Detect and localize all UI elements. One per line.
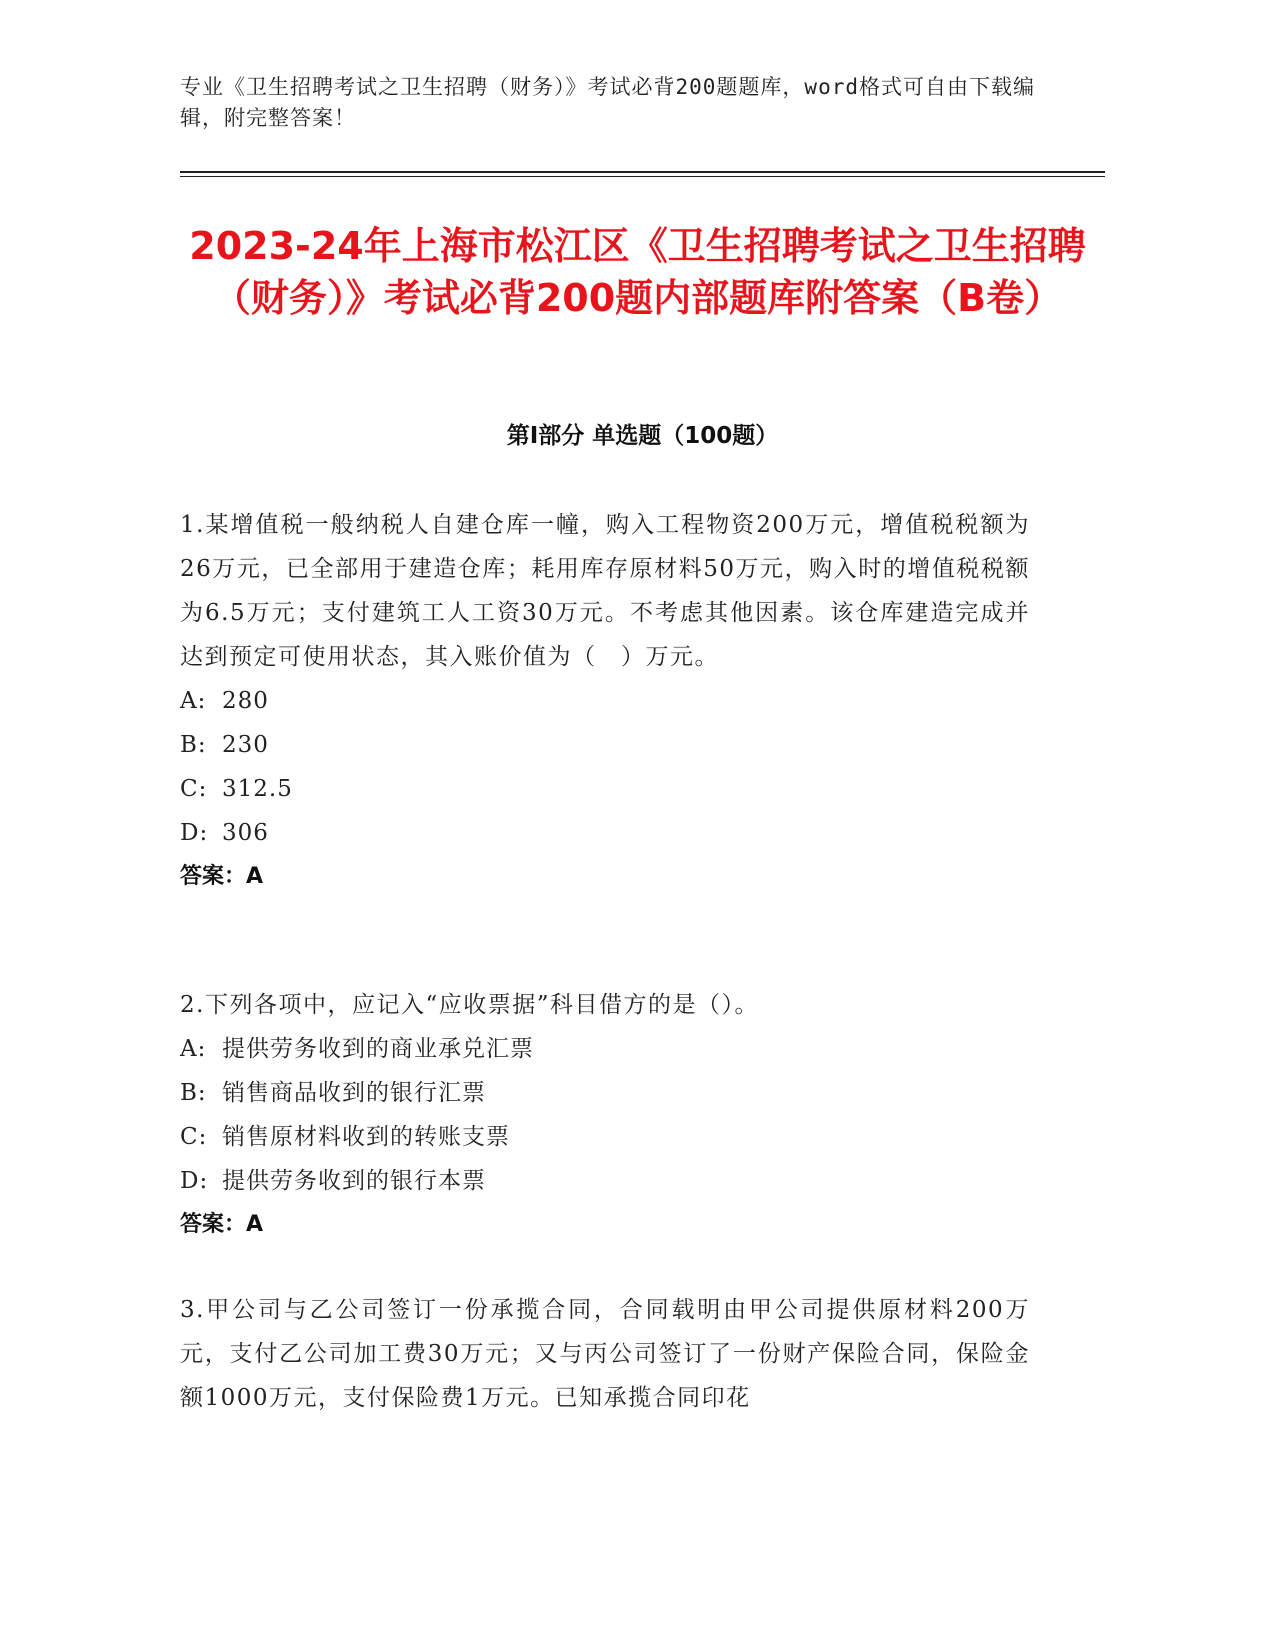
option-text: 提供劳务收到的银行本票 — [222, 1168, 486, 1194]
option-c — [180, 767, 1030, 811]
option-text: 306 — [222, 820, 269, 846]
question-stem: 2.下列各项中，应记入“应收票据”科目借方的是（）。 — [180, 992, 759, 1018]
question-stem: 1.某增值税一般纳税人自建仓库一幢，购入工程物资200万元，增值税税额为26万元，已全部用于建造仓库；耗用库存原材料50万元，购入时的增值税税额为6.5万元；支付建筑工人工资30万元。不考虑其他因素。该仓库建造完成并达到预定可使用状态，其入账价值为（ ）万元。 — [180, 512, 1030, 670]
option-key: B: — [180, 1080, 207, 1106]
question-2 — [180, 983, 1030, 1247]
option-c — [180, 1115, 1030, 1159]
header-note: 专业《卫生招聘考试之卫生招聘（财务）》考试必背200题题库，word格式可自由下载编辑，附完整答案！ — [180, 75, 1035, 130]
option-key: C: — [180, 776, 208, 802]
option-text: 销售原材料收到的转账支票 — [222, 1124, 510, 1150]
question-3 — [180, 1288, 1030, 1420]
section-heading: 第Ⅰ部分 单选题（100题） — [506, 423, 779, 449]
option-text: 230 — [222, 732, 269, 758]
header-divider-thin — [180, 176, 1105, 177]
option-text: 销售商品收到的银行汇票 — [222, 1080, 486, 1106]
option-a — [180, 1027, 1030, 1071]
option-text: 提供劳务收到的商业承兑汇票 — [222, 1036, 534, 1062]
option-text: 280 — [222, 688, 269, 714]
option-key: A: — [180, 688, 207, 714]
option-b — [180, 723, 1030, 767]
answer-label: 答案：A — [180, 864, 264, 889]
option-a — [180, 679, 1030, 723]
option-d — [180, 1159, 1030, 1203]
option-key: B: — [180, 732, 207, 758]
option-d — [180, 811, 1030, 855]
question-1 — [180, 503, 1030, 899]
answer-label: 答案：A — [180, 1212, 264, 1237]
option-key: C: — [180, 1124, 208, 1150]
option-text: 312.5 — [222, 776, 293, 802]
question-stem: 3.甲公司与乙公司签订一份承揽合同，合同载明由甲公司提供原材料200万元，支付乙公司加工费30万元；又与丙公司签订了一份财产保险合同，保险金额1000万元，支付保险费1万元。已知承揽合同印花 — [180, 1297, 1030, 1411]
option-key: D: — [180, 1168, 209, 1194]
document-title: 2023-24年上海市松江区《卫生招聘考试之卫生招聘（财务）》考试必背200题内部题库附答案（B卷） — [189, 224, 1086, 320]
option-key: A: — [180, 1036, 207, 1062]
header-divider-thick — [180, 171, 1105, 173]
option-key: D: — [180, 820, 209, 846]
option-b — [180, 1071, 1030, 1115]
